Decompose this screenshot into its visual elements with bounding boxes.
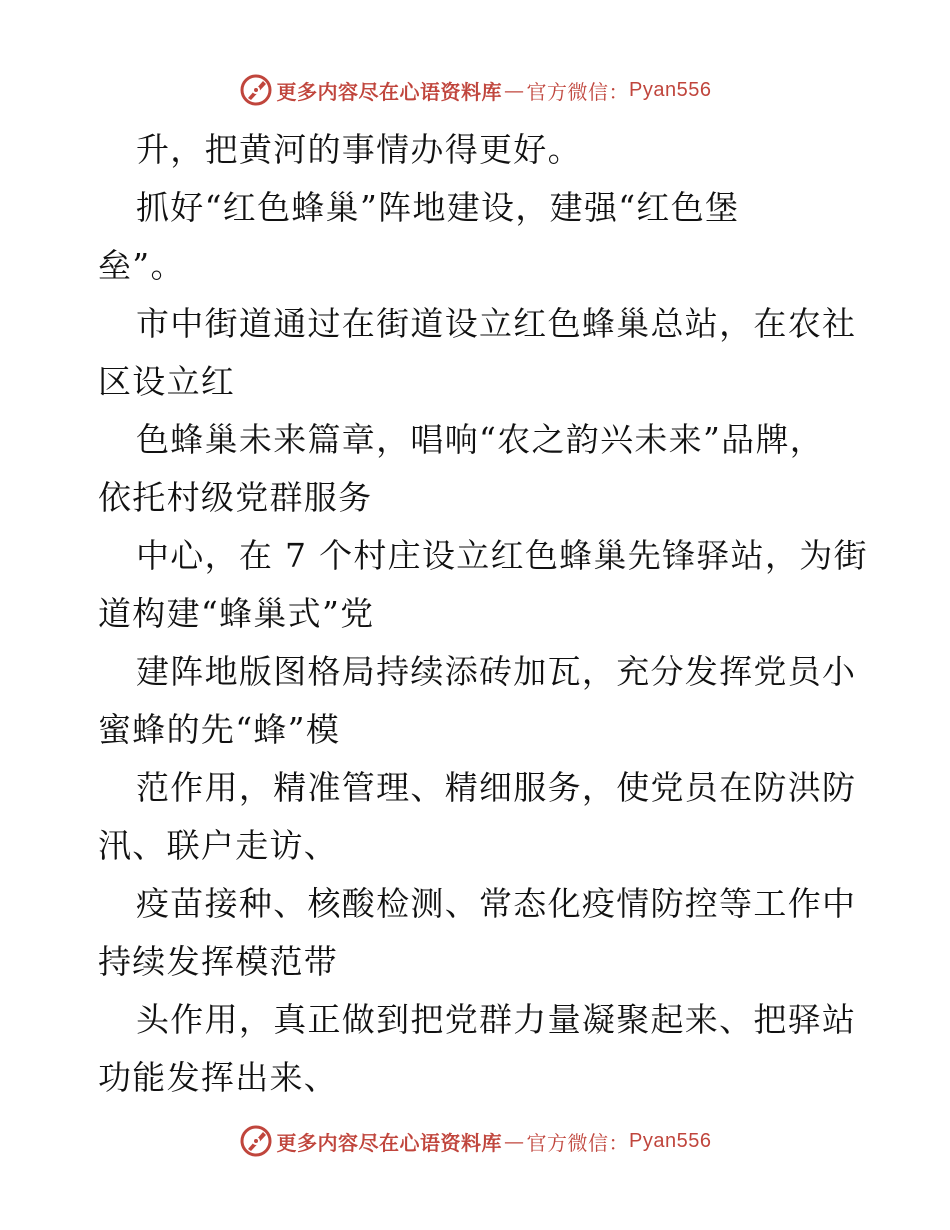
document-body (98, 121, 868, 1107)
text-line: 色蜂巢未来篇章，唱响“农之韵兴未来”品牌， (136, 420, 825, 459)
text-line: 建阵地版图格局持续添砖加瓦，充分发挥党员小 (136, 652, 857, 691)
text-line: 中心，在 7 个村庄设立红色蜂巢先锋驿站，为街 (136, 536, 868, 575)
text-line: 汛、联户走访、 (98, 826, 339, 865)
header-dash: — (504, 78, 525, 102)
text-line: 疫苗接种、核酸检测、常态化疫情防控等工作中 (136, 884, 857, 923)
header-sub-text: 官方微信： (526, 79, 630, 104)
header-wechat-id: Pyan556 (629, 78, 712, 101)
quill-logo-icon (239, 73, 273, 107)
text-line: 抓好“红色蜂巢”阵地建设，建强“红色堡 (136, 188, 740, 227)
quill-logo-icon (239, 1124, 273, 1158)
text-line: 蜜蜂的先“蜂”模 (98, 710, 341, 749)
footer-main-text: 更多内容尽在心语资料库 (276, 1130, 503, 1155)
text-line: 功能发挥出来、 (98, 1058, 339, 1097)
text-line: 道构建“蜂巢式”党 (98, 594, 375, 633)
header-main-text: 更多内容尽在心语资料库 (276, 79, 503, 104)
text-line: 持续发挥模范带 (98, 942, 339, 981)
text-line: 依托村级党群服务 (98, 478, 373, 517)
header-banner (0, 72, 950, 108)
footer-wechat-id: Pyan556 (629, 1129, 712, 1152)
text-line: 范作用，精准管理、精细服务，使党员在防洪防 (136, 768, 857, 807)
footer-sub-text: 官方微信： (526, 1130, 630, 1155)
footer-banner (0, 1123, 950, 1159)
text-line: 市中街道通过在街道设立红色蜂巢总站，在农社 (136, 304, 857, 343)
text-line: 区设立红 (98, 362, 236, 401)
text-line: 头作用，真正做到把党群力量凝聚起来、把驿站 (136, 1000, 857, 1039)
footer-dash: — (504, 1129, 525, 1153)
text-line: 垒”。 (98, 246, 185, 285)
text-line: 升，把黄河的事情办得更好。 (136, 130, 582, 169)
